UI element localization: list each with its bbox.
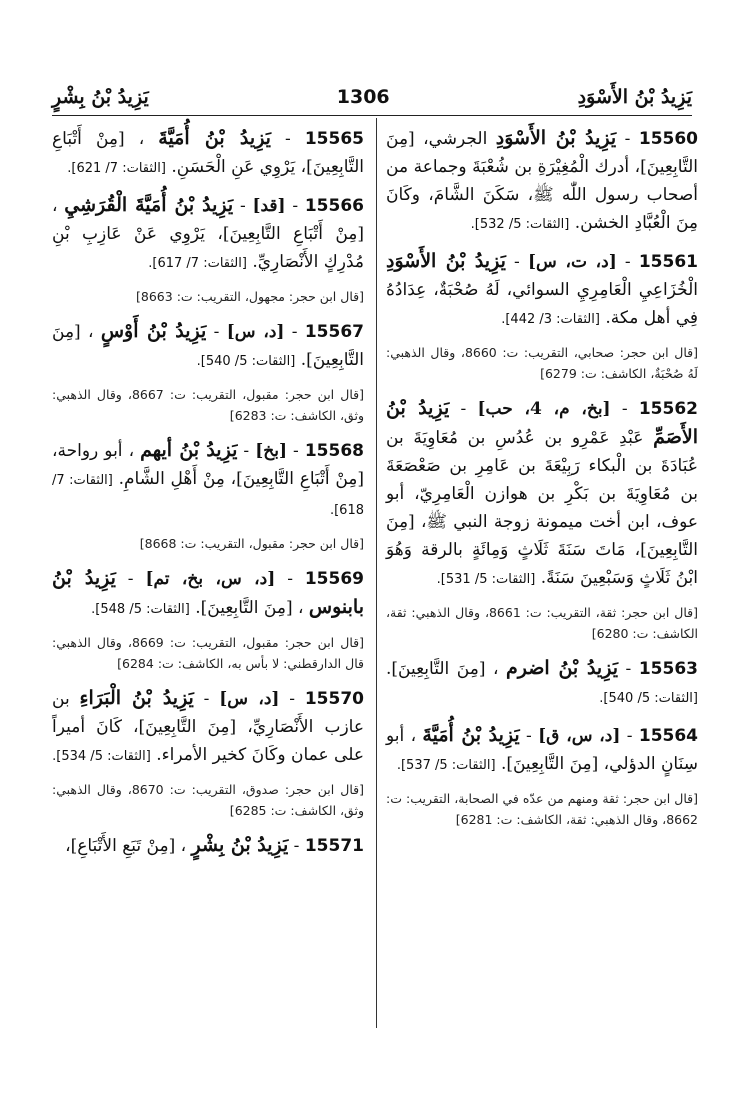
entry: 15566 - [قد] - يَزِيدُ بْنُ أُمَيَّةَ الْقُرَشِيِ ، [مِنْ أَتْبَاعِ التَّابِعِينَ]، يَرْوِي عَنْ عَازِبِ بْنِ مُدْرِكٍ الأَنْصَارِيِّ. [الثقات: 7/ 617].: [52, 194, 364, 272]
entry-note: [قال ابن حجر: مقبول، التقريب: ت: 8668]: [139, 536, 364, 551]
entry-codes: [د، ت، س]: [527, 252, 617, 272]
entry-codes: [د، س]: [226, 322, 285, 342]
header-right-name: يَزِيدُ بْنُ الأَسْوَدِ: [577, 86, 692, 108]
entry-text: بن عازب الأَنْصَارِيِّ، [مِنَ التَّابِعِينَ]، كَانَ أميراً على عمان وكَانَ كخير الأمراء.: [52, 689, 364, 765]
entry-reference: [الثقات: 5/ 532].: [470, 217, 570, 232]
column-divider: [376, 118, 377, 1028]
entry-number: 15566: [304, 196, 364, 216]
entry: 15567 - [د، س] - يَزِيدُ بْنُ أَوْسٍ ، [مِنَ التَّابِعِينَ]. [الثقات: 5/ 540].: [52, 320, 364, 370]
entry-note: [قال ابن حجر: مجهول، التقريب: ت: 8663]: [136, 289, 364, 304]
entry-number: 15564: [638, 726, 699, 746]
entry-number: 15567: [304, 322, 364, 342]
entry-note: [قال ابن حجر: ثقة، التقريب: ت: 8661، وقال الذهبي: ثقة، الكاشف: ت: 6280]: [386, 605, 698, 641]
entry-text: ، [مِنَ التَّابِعِينَ].: [195, 598, 304, 618]
entry-number: 15562: [638, 399, 698, 419]
left-column: [52, 124, 364, 868]
entry: 15564 - [د، س، ق] - يَزِيدُ بْنُ أُمَيَّةَ ، أبو سِنَانٍ الدؤلي، [مِنَ التَّابِعِينَ]. [الثقات: 5/ 537].: [386, 724, 699, 774]
page-number: 1306: [336, 86, 390, 108]
entry-text: الجرشي، [مِنَ التَّابِعِينَ]، أدرك الْمُغِيْرَةِ بن شُعْبَةَ وجماعة من أصحاب رسول اللّٰه ﷺ، سَكَنَ الشَّامَ، وكَانَ مِنَ الْعُبَّادِ الخشن.: [386, 129, 698, 233]
entry-reference: [الثقات: 7/ 621].: [67, 161, 166, 176]
entry-name: يَزِيدُ بْنُ الأَصَمِّ: [386, 397, 699, 448]
entry-reference: [الثقات: 7/ 618].: [52, 473, 364, 518]
entry-text: ، أبو سِنَانٍ الدؤلي، [مِنَ التَّابِعِينَ].: [386, 726, 698, 774]
entry: 15560 - يَزِيدُ بْنُ الأَسْوَدِ الجرشي، [مِنَ التَّابِعِينَ]، أدرك الْمُغِيْرَةِ بن شُعْبَةَ وجماعة من أصحاب رسول اللّٰه ﷺ، سَكَنَ الشَّامَ، وكَانَ مِنَ الْعُبَّادِ الخشن. [الثقات: 5/ 532].: [386, 127, 699, 233]
entry-text: ، [مِنْ أَتْبَاعِ التَّابِعِينَ]، يَرْوِي عَنِ الْحَسَنِ.: [52, 129, 364, 177]
entry-text: ، [مِنْ أَتْبَاعِ التَّابِعِينَ]، يَرْوِي عَنْ عَازِبِ بْنِ مُدْرِكٍ الأَنْصَارِيِّ.: [52, 196, 364, 272]
entry-name: يَزِيدُ بْنُ أيهم: [140, 439, 238, 461]
entry-name: يَزِيدُ بْنُ الأَسْوَدِ: [386, 250, 506, 272]
entry: 15571 - يَزِيدُ بْنُ بِشْرٍ ، [مِنْ تَبَعِ الأَتْبَاعِ]،: [65, 834, 364, 856]
entry-reference: [الثقات: 5/ 548].: [91, 602, 190, 617]
entry-reference: [الثقات: 5/ 540].: [599, 691, 698, 706]
entry-note: [قال ابن حجر: مقبول، التقريب: ت: 8669، وقال الذهبي: قال الدارقطني: لا بأس به، الكاشف: ت: 6284]: [52, 635, 364, 671]
entry-reference: [الثقات: 3/ 442].: [501, 312, 600, 327]
entry-number: 15565: [304, 129, 364, 149]
entry-codes: [د، س]: [219, 689, 280, 709]
entry-name: يَزِيدُ بْنُ اضرم: [506, 657, 618, 679]
entry-name: يَزِيدُ بْنُ أُمَيَّةَ الْقُرَشِيِ: [64, 194, 234, 216]
entry-name: يَزِيدُ بْنُ أُمَيَّةَ: [158, 127, 271, 149]
entry-codes: [قد]: [252, 196, 286, 216]
entry-reference: [الثقات: 5/ 537].: [396, 758, 496, 773]
entry-text: عَبْدِ عَمْرِو بن عُدُسِ بن مُعَاوِيَةَ بن عُبَادَةَ بن الْبكاء رَبِيْعَةَ بن عَامِرِ بن صَعْصَعَةَ بن مُعَاوِيَةَ بن بَكْرِ بن هوازن الْعَامِرِيّ، أبو عوف، ابن أخت ميمونة زوجة النبي ﷺ، [مِنَ التَّابِعِينَ]، مَاتَ سَنَةَ ثَلَاثٍ وَمِائَةٍ بالرقة وَهُوَ ابْنُ ثَلَاثٍ وَسَبْعِينَ سَنَةً.: [386, 428, 698, 588]
entry: 15562 - [بخ، م، 4، حب] - يَزِيدُ بْنُ الأَصَمِّ عَبْدِ عَمْرِو بن عُدُسِ بن مُعَاوِيَةَ بن عُبَادَةَ بن الْبكاء رَبِيْعَةَ بن عَامِرِ بن صَعْصَعَةَ بن مُعَاوِيَةَ بن بَكْرِ بن هوازن الْعَامِرِيّ، أبو عوف، ابن أخت ميمونة زوجة النبي ﷺ، [مِنَ التَّابِعِينَ]، مَاتَ سَنَةَ ثَلَاثٍ وَمِائَةٍ بالرقة وَهُوَ ابْنُ ثَلَاثٍ وَسَبْعِينَ سَنَةً. [الثقات: 5/ 531].: [386, 397, 699, 588]
entry-note: [قال ابن حجر: صحابي، التقريب: ت: 8660، وقال الذهبي: لَهُ صُحْبَةٌ، الكاشف: ت: 6279]: [386, 345, 698, 381]
entry-name: يَزِيدُ بْنُ بابنوس: [52, 567, 364, 618]
entry: 15568 - [بخ] - يَزِيدُ بْنُ أيهم ، أبو رواحة، [مِنْ أَتْبَاعِ التَّابِعِينَ]، مِنْ أَهْلِ الشَّامِ. [الثقات: 7/ 618].: [52, 439, 365, 518]
entry-reference: [الثقات: 5/ 540].: [196, 354, 296, 369]
page-header: [52, 80, 692, 114]
entry-codes: [د، س، بخ، تم]: [145, 569, 276, 589]
entry-number: 15570: [304, 689, 364, 709]
entry-number: 15561: [638, 252, 698, 272]
entry-number: 15571: [304, 836, 364, 856]
entry-number: 15569: [304, 569, 364, 589]
entry-note: [قال ابن حجر: مقبول، التقريب: ت: 8667، وقال الذهبي: وثق، الكاشف: ت: 6283]: [52, 387, 364, 423]
entry-name: يَزِيدُ بْنُ أَوْسٍ: [100, 320, 207, 342]
entry: 15569 - [د، س، بخ، تم] - يَزِيدُ بْنُ بابنوس ، [مِنَ التَّابِعِينَ]. [الثقات: 5/ 548].: [52, 567, 364, 618]
entry-name: يَزِيدُ بْنُ الأَسْوَدِ: [495, 127, 617, 149]
entry-note: [قال ابن حجر: ثقة ومنهم من عدّه في الصحابة، التقريب: ت: 8662، وقال الذهبي: ثقة، الكاشف: ت: 6281]: [386, 791, 698, 827]
entry-name: يَزِيدُ بْنُ الْبَرَاءِ: [79, 687, 194, 709]
entry-name: يَزِيدُ بْنُ بِشْرٍ: [191, 834, 289, 856]
entry-number: 15560: [638, 129, 699, 149]
entry-text: ، [مِنَ التَّابِعِينَ].: [386, 659, 499, 679]
entry-codes: [بخ]: [255, 441, 287, 461]
entry-reference: [الثقات: 5/ 534].: [52, 749, 151, 764]
entry-number: 15568: [304, 441, 364, 461]
entry-text: الْخُزَاعِيِ الْعَامِرِيِ السوائي، لَهُ صُحْبَةٌ، عِدَادُهُ فِي أهل مكة.: [386, 280, 698, 328]
header-left-name: يَزِيدُ بْنُ بِشْرٍ: [52, 86, 149, 108]
entry-codes: [بخ، م، 4، حب]: [477, 399, 611, 419]
entry: 15570 - [د، س] - يَزِيدُ بْنُ الْبَرَاءِ بن عازب الأَنْصَارِيِّ، [مِنَ التَّابِعِينَ]، كَانَ أميراً على عمان وكَانَ كخير الأمراء. [الثقات: 5/ 534].: [52, 687, 364, 765]
entry-note: [قال ابن حجر: صدوق، التقريب: ت: 8670، وقال الذهبي: وثق، الكاشف: ت: 6285]: [52, 782, 364, 818]
entry-name: يَزِيدُ بْنُ أُمَيَّةَ: [422, 724, 520, 746]
header-rule: [52, 115, 692, 116]
entry-reference: [الثقات: 5/ 531].: [436, 572, 536, 587]
entry-text: ، [مِنْ تَبَعِ الأَتْبَاعِ]،: [65, 836, 187, 856]
entry-codes: [د، س، ق]: [538, 726, 621, 746]
entry: 15561 - [د، ت، س] - يَزِيدُ بْنُ الأَسْوَدِ الْخُزَاعِيِ الْعَامِرِيِ السوائي، لَهُ صُحْبَةٌ، عِدَادُهُ فِي أهل مكة. [الثقات: 3/ 442].: [386, 250, 698, 328]
entry-text: ، [مِنَ التَّابِعِينَ].: [52, 322, 364, 370]
entry: 15565 - يَزِيدُ بْنُ أُمَيَّةَ ، [مِنْ أَتْبَاعِ التَّابِعِينَ]، يَرْوِي عَنِ الْحَسَنِ. [الثقات: 7/ 621].: [52, 127, 364, 177]
right-column: [386, 124, 698, 840]
entry-text: ، أبو رواحة، [مِنْ أَتْبَاعِ التَّابِعِينَ]، مِنْ أَهْلِ الشَّامِ.: [52, 441, 365, 489]
entry-number: 15563: [638, 659, 698, 679]
entry-reference: [الثقات: 7/ 617].: [148, 256, 247, 271]
entry: 15563 - يَزِيدُ بْنُ اضرم ، [مِنَ التَّابِعِينَ]. [الثقات: 5/ 540].: [386, 657, 698, 706]
